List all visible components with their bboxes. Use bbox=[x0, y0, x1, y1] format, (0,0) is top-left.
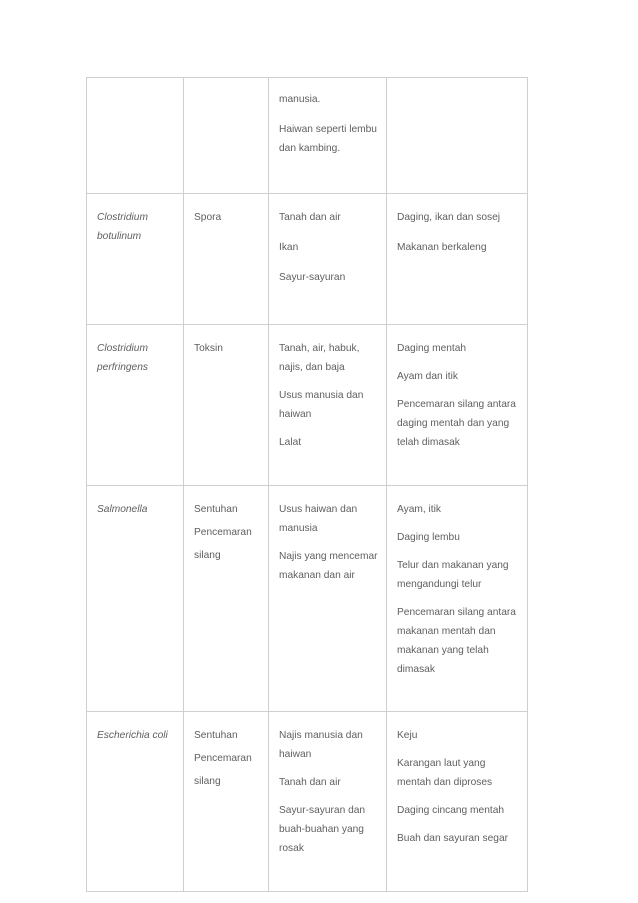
cell-text: Lalat bbox=[279, 437, 302, 448]
food-cell bbox=[387, 486, 528, 712]
food-cell bbox=[387, 712, 528, 892]
mode-cell bbox=[184, 712, 269, 892]
cell-text: Pencemaran silang antara makanan mentah dan makanan yang telah dimasak bbox=[397, 607, 516, 675]
cell-text: Buah dan sayuran segar bbox=[397, 833, 509, 844]
source-cell bbox=[269, 78, 387, 194]
cell-text: Ayam, itik bbox=[397, 504, 441, 515]
cell-text: Ikan bbox=[279, 242, 299, 253]
source-cell bbox=[269, 325, 387, 486]
mode-cell bbox=[184, 78, 269, 194]
cell-text: Sentuhan bbox=[194, 504, 238, 515]
food-cell bbox=[387, 78, 528, 194]
cell-text: Sentuhan bbox=[194, 730, 238, 741]
mode-cell bbox=[184, 325, 269, 486]
table-row bbox=[87, 712, 528, 892]
source-cell bbox=[269, 712, 387, 892]
source-cell bbox=[269, 486, 387, 712]
table-body bbox=[87, 78, 528, 892]
cell-text: Toksin bbox=[194, 343, 223, 354]
cell-text: Tanah, air, habuk, najis, dan baja bbox=[279, 343, 360, 373]
cell-text: Pencemaran bbox=[194, 753, 252, 764]
bacteria-table bbox=[86, 77, 528, 892]
cell-text: Daging lembu bbox=[397, 532, 460, 543]
cell-text: Pencemaran silang antara daging mentah dan yang telah dimasak bbox=[397, 399, 516, 448]
mode-cell bbox=[184, 486, 269, 712]
cell-text: Tanah dan air bbox=[279, 777, 341, 788]
organism-cell: Clostridium botulinum bbox=[87, 194, 184, 325]
cell-text: Daging mentah bbox=[397, 343, 467, 354]
cell-text: manusia. bbox=[279, 94, 321, 105]
cell-text: Karangan laut yang mentah dan diproses bbox=[397, 758, 493, 788]
cell-text: Pencemaran bbox=[194, 527, 252, 538]
cell-text: Keju bbox=[397, 730, 418, 741]
cell-text: Haiwan seperti lembu dan kambing. bbox=[279, 124, 377, 154]
organism-cell: Clostridium perfringens bbox=[87, 325, 184, 486]
cell-text: Telur dan makanan yang mengandungi telur bbox=[397, 560, 509, 590]
table-row bbox=[87, 325, 528, 486]
organism-cell bbox=[87, 78, 184, 194]
table-row bbox=[87, 78, 528, 194]
cell-text: Tanah dan air bbox=[279, 212, 341, 223]
table-row bbox=[87, 194, 528, 325]
cell-text: Daging cincang mentah bbox=[397, 805, 505, 816]
cell-text: Spora bbox=[194, 212, 222, 223]
cell-text: Sayur-sayuran bbox=[279, 272, 346, 283]
cell-text: Usus haiwan dan manusia bbox=[279, 504, 358, 534]
cell-text: silang bbox=[194, 776, 221, 787]
food-cell bbox=[387, 194, 528, 325]
cell-text: silang bbox=[194, 550, 221, 561]
cell-text: Makanan berkaleng bbox=[397, 242, 487, 253]
source-cell bbox=[269, 194, 387, 325]
table-row bbox=[87, 486, 528, 712]
cell-text: Sayur-sayuran dan buah-buahan yang rosak bbox=[279, 805, 366, 854]
organism-cell: Salmonella bbox=[87, 486, 184, 712]
cell-text: Usus manusia dan haiwan bbox=[279, 390, 364, 420]
organism-cell: Escherichia coli bbox=[87, 712, 184, 892]
cell-text: Najis manusia dan haiwan bbox=[279, 730, 363, 760]
mode-cell bbox=[184, 194, 269, 325]
cell-text: Ayam dan itik bbox=[397, 371, 458, 382]
food-cell bbox=[387, 325, 528, 486]
cell-text: Daging, ikan dan sosej bbox=[397, 212, 501, 223]
cell-text: Najis yang mencemar makanan dan air bbox=[279, 551, 378, 581]
